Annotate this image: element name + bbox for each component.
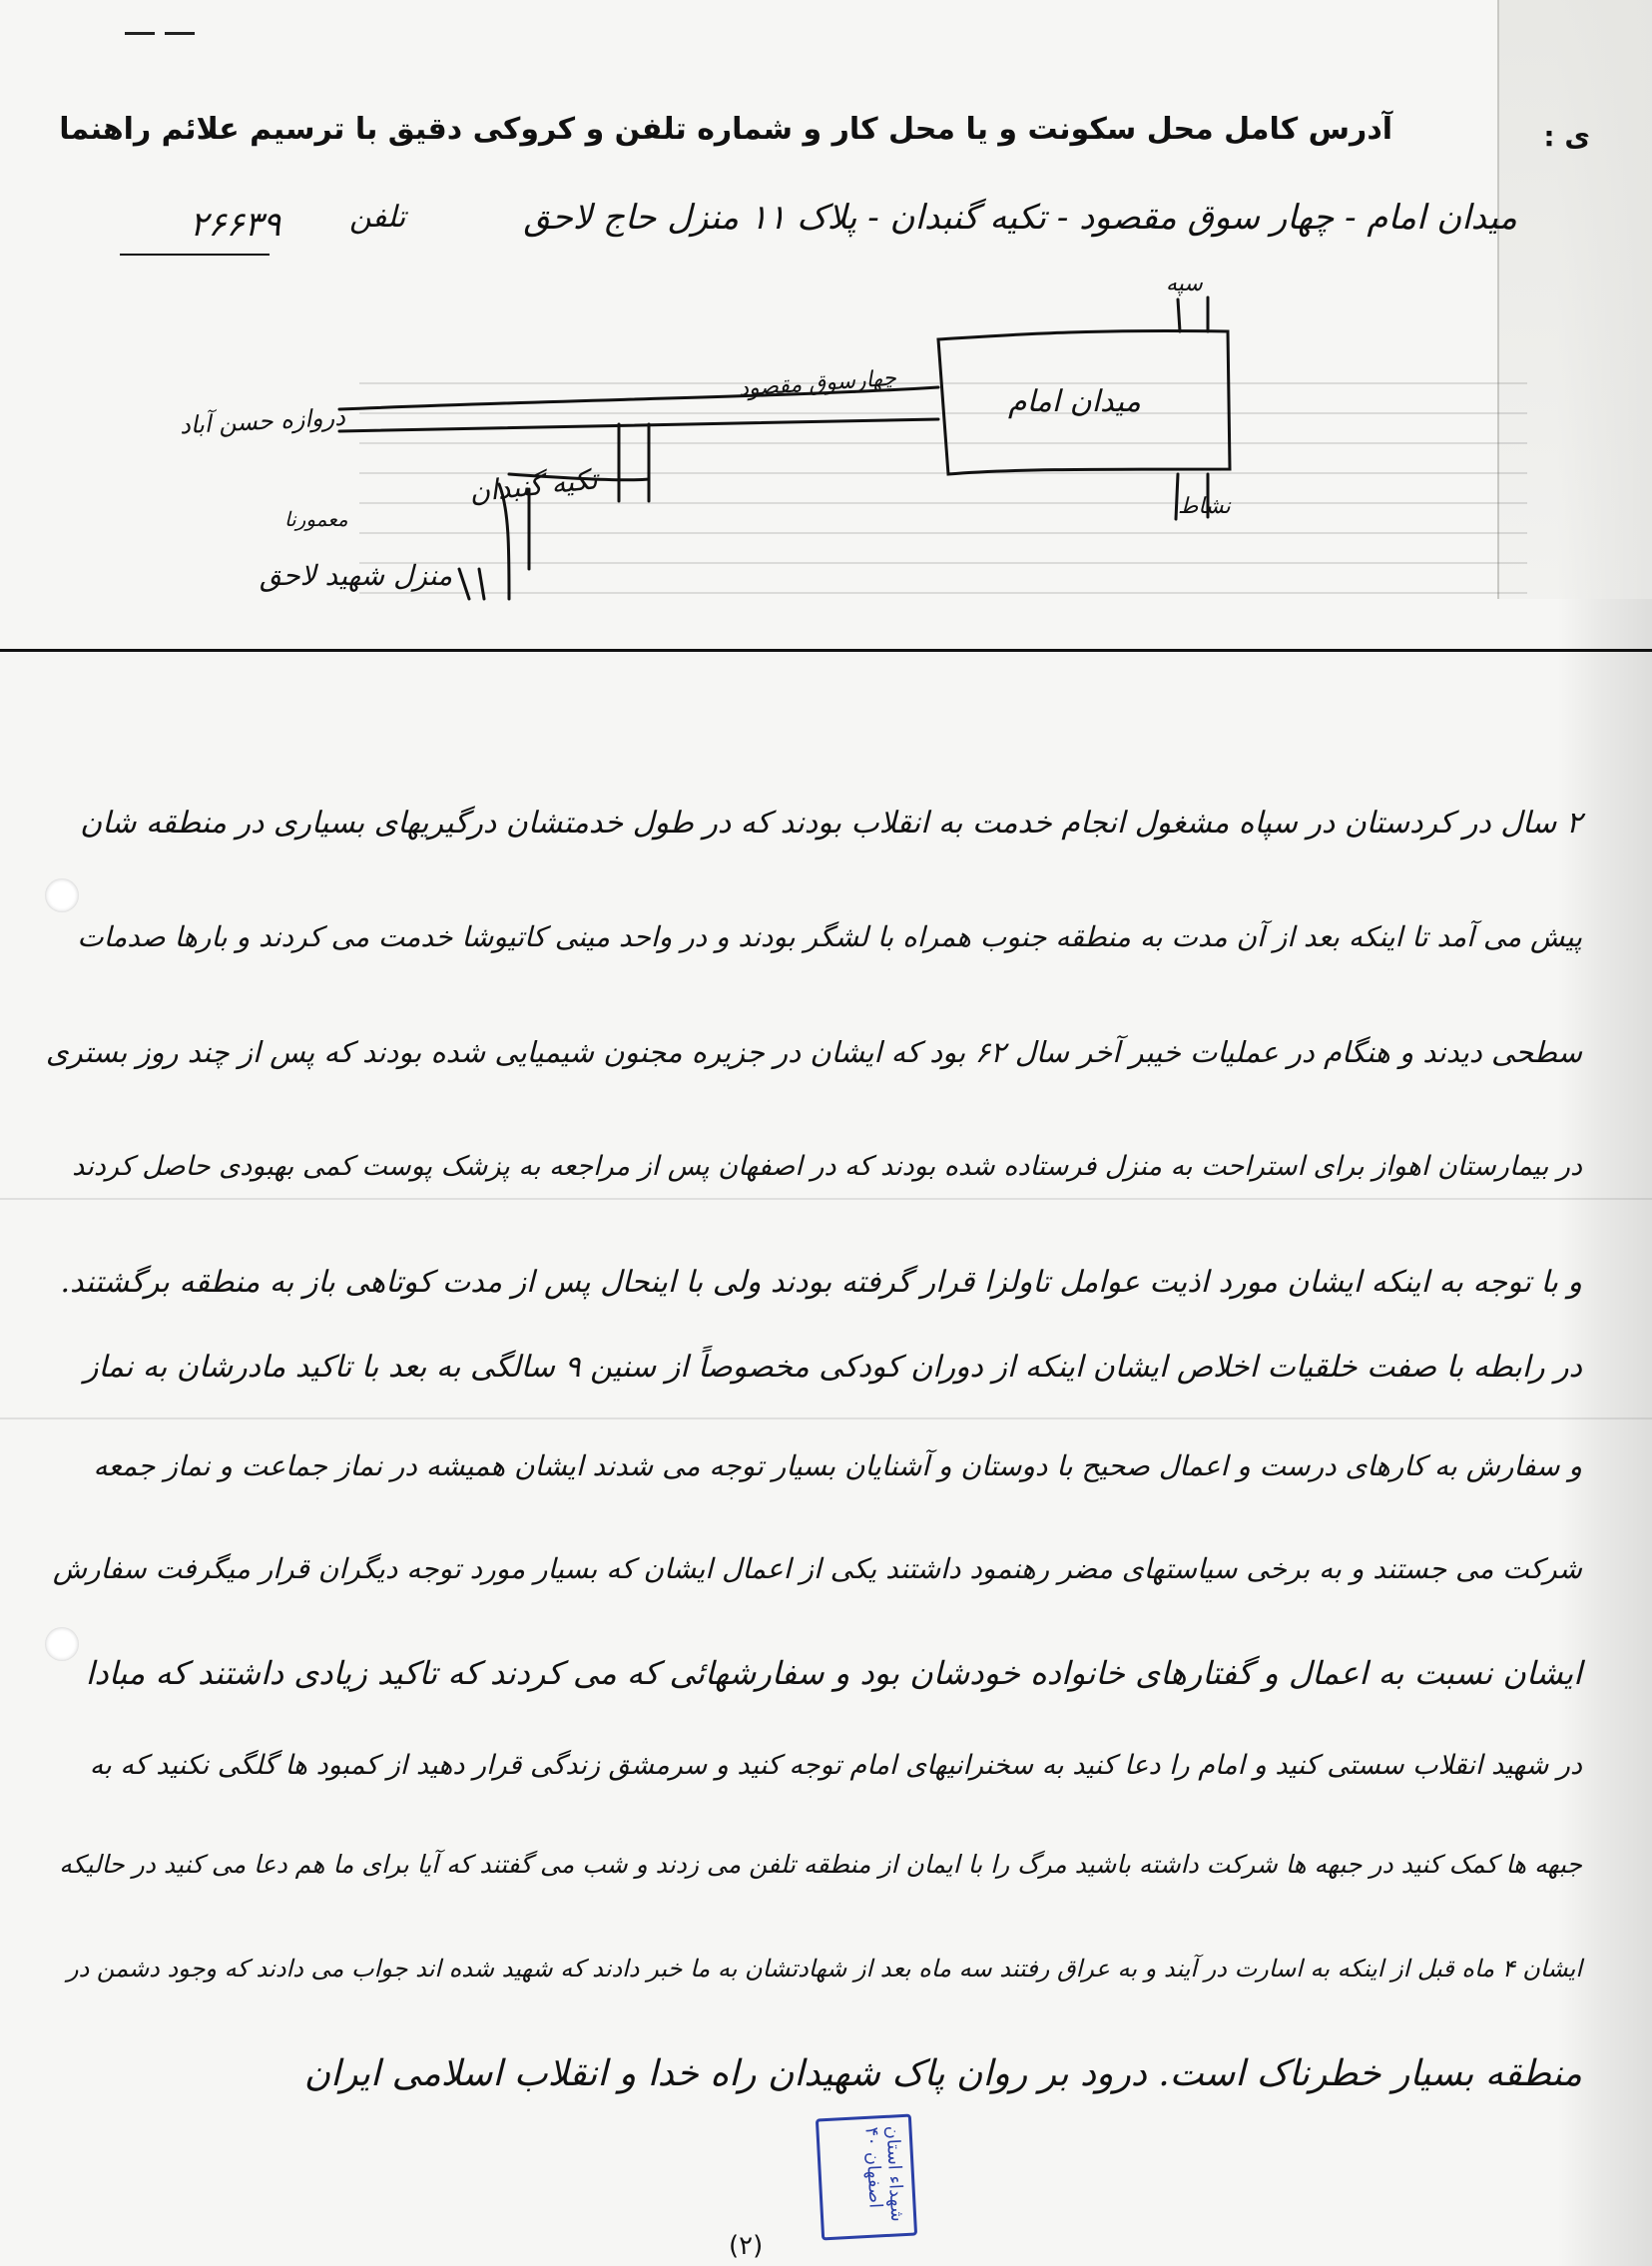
fold-crease	[0, 1198, 1652, 1200]
punch-hole	[45, 878, 79, 912]
north-label: سپه	[1166, 272, 1203, 296]
street-label: چهارسوق مقصود	[738, 365, 897, 402]
body-line: ایشان ۴ ماه قبل از اینکه به اسارت در آیند و به عراق رفتند سه ماه بعد از شهادتشان به ما خبر دادند که شهید شده اند جواب می دادند که وجود دشمن در	[67, 1955, 1582, 1983]
gate-label: دروازه حسن آباد	[179, 402, 346, 440]
north-street	[1178, 297, 1208, 331]
margin-dash	[125, 32, 155, 35]
page-number: (۲)	[729, 2231, 764, 2261]
punch-hole	[45, 1627, 79, 1661]
square-label: میدان امام	[1008, 384, 1141, 419]
body-line: ۲ سال در کردستان در سپاه مشغول انجام خدمت به انقلاب بودند که در طول خدمتشان درگیریهای بسیاری در منطقه شان	[80, 806, 1582, 841]
south-label: نشاط	[1178, 494, 1231, 519]
stamp-text: شهداء استان اصفهان ۴۰	[860, 2125, 908, 2223]
body-line: شرکت می جستند و به برخی سیاستهای مضر رهنمود داشتند یکی از اعمال ایشان که بسیار مورد توجه دیگران قرار میگرفت سفارش	[52, 1552, 1582, 1585]
main-street-bottom	[339, 419, 938, 431]
header-prefix: ی :	[1543, 120, 1590, 153]
body-line: در بیمارستان اهواز برای استراحت به منزل فرستاده شده بودند که در اصفهان پس از مراجعه به پزشک پوست کمی بهبودی حاصل کردند	[72, 1151, 1582, 1182]
section-divider	[0, 649, 1652, 652]
phone-label: تلفن	[349, 200, 406, 235]
margin-dash	[165, 32, 195, 35]
alley-label: معمورنا	[284, 507, 348, 531]
phone-underline	[120, 254, 270, 256]
archive-stamp	[816, 2114, 917, 2241]
body-line: پیش می آمد تا اینکه بعد از آن مدت به منطقه جنوب همراه با لشگر بودند و در واحد مینی کاتیوشا خدمت می کردند و بارها صدمات	[77, 920, 1582, 953]
body-line: جبهه ها کمک کنید در جبهه ها شرکت داشته باشید مرگ را با ایمان از منطقه تلفن می زدند و شب می گفتند که آیا برای ما هم دعا می کنید در حالیکه	[59, 1850, 1582, 1879]
body-line: منطقه بسیار خطرناک است. درود بر روان پاک شهیدان راه خدا و انقلاب اسلامی ایران	[303, 2053, 1582, 2094]
body-line: سطحی دیدند و هنگام در عملیات خیبر آخر سال ۶۲ بود که ایشان در جزیره مجنون شیمیایی شده بودند که پس از چند روز بستری	[45, 1035, 1582, 1069]
body-line: و با توجه به اینکه ایشان مورد اذیت عوامل تاولزا قرار گرفته بودند ولی با اینحال پس از مدت کوتاهی باز به منطقه برگشتند.	[60, 1265, 1582, 1300]
fold-crease	[0, 1417, 1652, 1419]
address-text: میدان امام - چهار سوق مقصود - تکیه گنبدان - پلاک ۱۱ منزل حاج لاحق	[523, 198, 1517, 238]
phone-number: ۲۶۶۳۹	[190, 205, 281, 245]
printed-prompt: آدرس کامل محل سکونت و یا محل کار و شماره تلفن و کروکی دقیق با ترسیم علائم راهنما	[59, 112, 1392, 147]
body-line: و سفارش به کارهای درست و اعمال صحیح با دوستان و آشنایان بسیار توجه می شدند ایشان همیشه در نماز جماعت و نماز جمعه	[93, 1449, 1582, 1482]
body-line: در شهید انقلاب سستی کنید و امام را دعا کنید به سخنرانیهای امام توجه کنید و سرمشق زندگی قرار دهید از کمبود ها گلگی نکنید که به	[89, 1750, 1582, 1781]
body-line: ایشان نسبت به اعمال و گفتارهای خانواده خودشان بود و سفارشهائی که می کردند که تاکید زیادی داشتند که مبادا	[85, 1654, 1582, 1692]
location-sketch	[180, 270, 1258, 609]
body-line: در رابطه با صفت خلقیات اخلاص ایشان اینکه از دوران کودکی مخصوصاً از سنین ۹ سالگی به بعد با تاکید مادرشان به نماز	[84, 1350, 1582, 1385]
house-label: منزل شهید لاحق	[260, 559, 453, 592]
takyeh-alley	[619, 424, 649, 501]
takyeh-label: تکیه گنبدان	[467, 462, 600, 509]
